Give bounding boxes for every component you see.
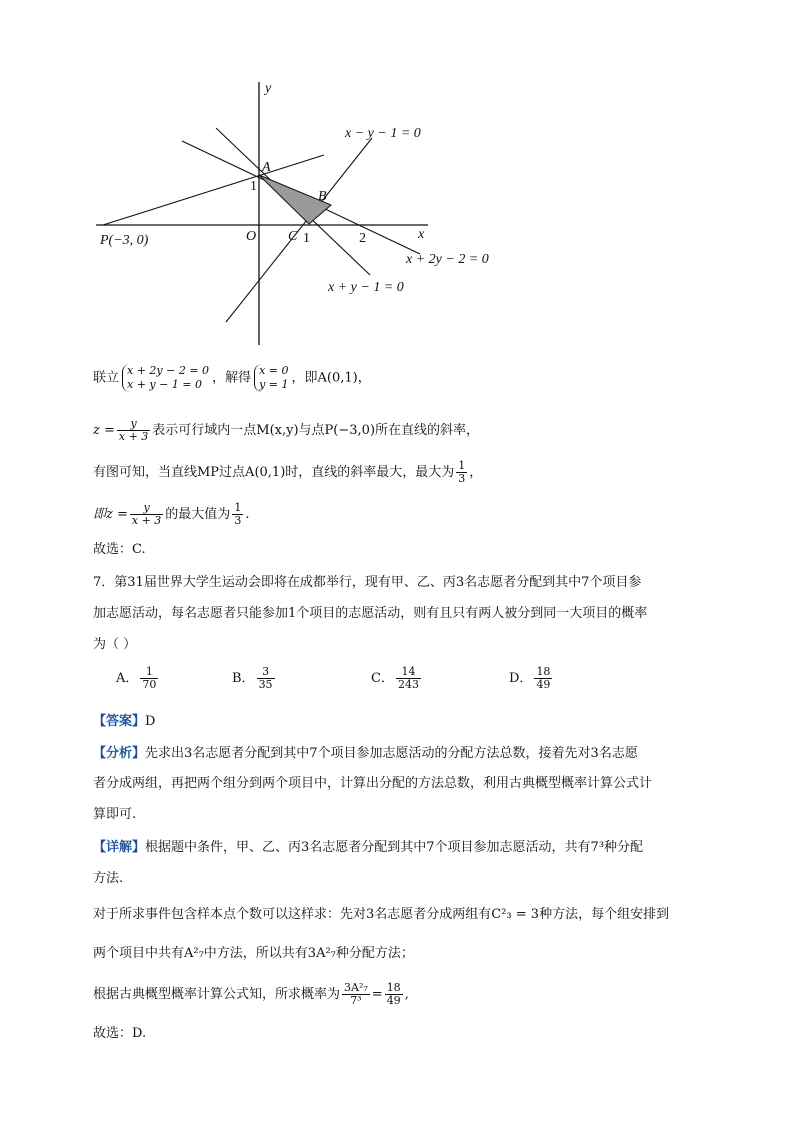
max-value-line: 即z = $\frac{y}{x + 3}$ 的最大值为 $\frac{1}{3}$ .: [93, 501, 250, 527]
text: 联立: [93, 370, 120, 386]
math: 即z =: [93, 507, 128, 522]
option-A: A． $\frac{1}{70}$: [116, 665, 157, 691]
analysis-line-3: 算即可.: [93, 807, 137, 822]
analysis-line-2: 者分成两组，再把两个组分到两个项目中，计算出分配的方法总数，利用古典概型概率计算公式计: [93, 776, 653, 791]
fraction: $\frac{18}{49}$: [386, 981, 401, 1007]
feasible-region-figure: [0, 0, 794, 360]
option-C: C． $\frac{14}{243}$: [371, 665, 419, 691]
question-7-line-1: 7．第31届世界大学生运动会即将在成都举行，现有甲、乙、丙3名志愿者分配到其中7个项目参: [93, 575, 642, 590]
fraction: $\frac{y}{x + 3}$: [131, 501, 162, 527]
text: 有图可知，当直线MP过点A(0,1)时，直线的斜率最大，最大为: [93, 465, 455, 480]
x-axis-label: x: [418, 227, 425, 242]
detail-line-1: 【详解】根据题中条件，甲、乙、丙3名志愿者分配到其中7个项目参加志愿活动，共有7³种分配: [93, 840, 644, 855]
tick-y-1: 1: [250, 179, 257, 194]
slope-meaning-line: [93, 418, 479, 443]
text: ，即A(0,1)，: [291, 370, 371, 386]
fraction: $\frac{1}{3}$: [234, 501, 242, 527]
fraction: $\frac{1}{3}$: [458, 459, 466, 485]
solve-system-line: [93, 364, 371, 392]
question-7-line-2: 加志愿活动，每名志愿者只能参加1个项目的志愿活动，则有且只有两人被分到同一大项目的概率: [93, 606, 648, 621]
eq-x-minus-y: x − y − 1 = 0: [345, 126, 421, 141]
analysis-line-1: 【分析】先求出3名志愿者分配到其中7个项目参加志愿活动的分配方法总数，接着先对3名志愿: [93, 746, 638, 761]
point-B-label: B: [318, 189, 327, 204]
point-C-label: C: [288, 229, 298, 244]
point-P-label: P(−3, 0): [100, 233, 149, 248]
text: 的最大值为: [165, 507, 231, 522]
eq-x-plus-2y: x + 2y − 2 = 0: [406, 252, 489, 267]
option-D: D． $\frac{18}{49}$: [509, 665, 551, 691]
detail-line-5: 根据古典概型概率计算公式知，所求概率为 $\frac{\text{3A²₇}}{\text{7³}}$ = $\frac{18}{49}$ ,: [93, 981, 409, 1007]
question-7-line-3: 为（ ）: [93, 637, 137, 652]
option-B: B． $\frac{3}{35}$: [232, 665, 273, 691]
detail-line-3: 对于所求事件包含样本点个数可以这样求：先对3名志愿者分成两组有C²₃ = 3种方法，每个组安排到: [93, 907, 670, 922]
text: ，解得: [212, 370, 252, 386]
detail-line-2: 方法.: [93, 871, 124, 886]
text: 表示可行域内一点M(x,y)与点P(−3,0)所在直线的斜率，: [152, 423, 480, 438]
math: z =: [93, 423, 115, 438]
detail-line-6: 故选：D.: [93, 1026, 147, 1041]
system-2: x = 0 y = 1: [254, 364, 288, 392]
detail-line-4: 两个项目中共有A²₇中方法，所以共有3A²₇种分配方法；: [93, 946, 414, 961]
point-A-label: A: [262, 160, 271, 175]
eq-x-plus-y: x + y − 1 = 0: [328, 280, 404, 295]
origin-label: O: [246, 229, 257, 244]
system-1: x + 2y − 2 = 0 x + y − 1 = 0: [122, 364, 209, 392]
answer-line: 【答案】D: [93, 714, 156, 729]
choice-line: 故选：C.: [93, 542, 146, 557]
fraction: $\frac{\text{3A²₇}}{\text{7³}}$: [344, 981, 368, 1007]
tick-x-2: 2: [359, 231, 366, 246]
max-slope-line: 有图可知，当直线MP过点A(0,1)时，直线的斜率最大，最大为 $\frac{1}{3}$ ，: [93, 459, 483, 485]
y-axis-label: y: [265, 81, 272, 96]
tick-x-1: 1: [303, 231, 310, 246]
fraction: $\frac{y}{x + 3}$: [118, 417, 149, 443]
